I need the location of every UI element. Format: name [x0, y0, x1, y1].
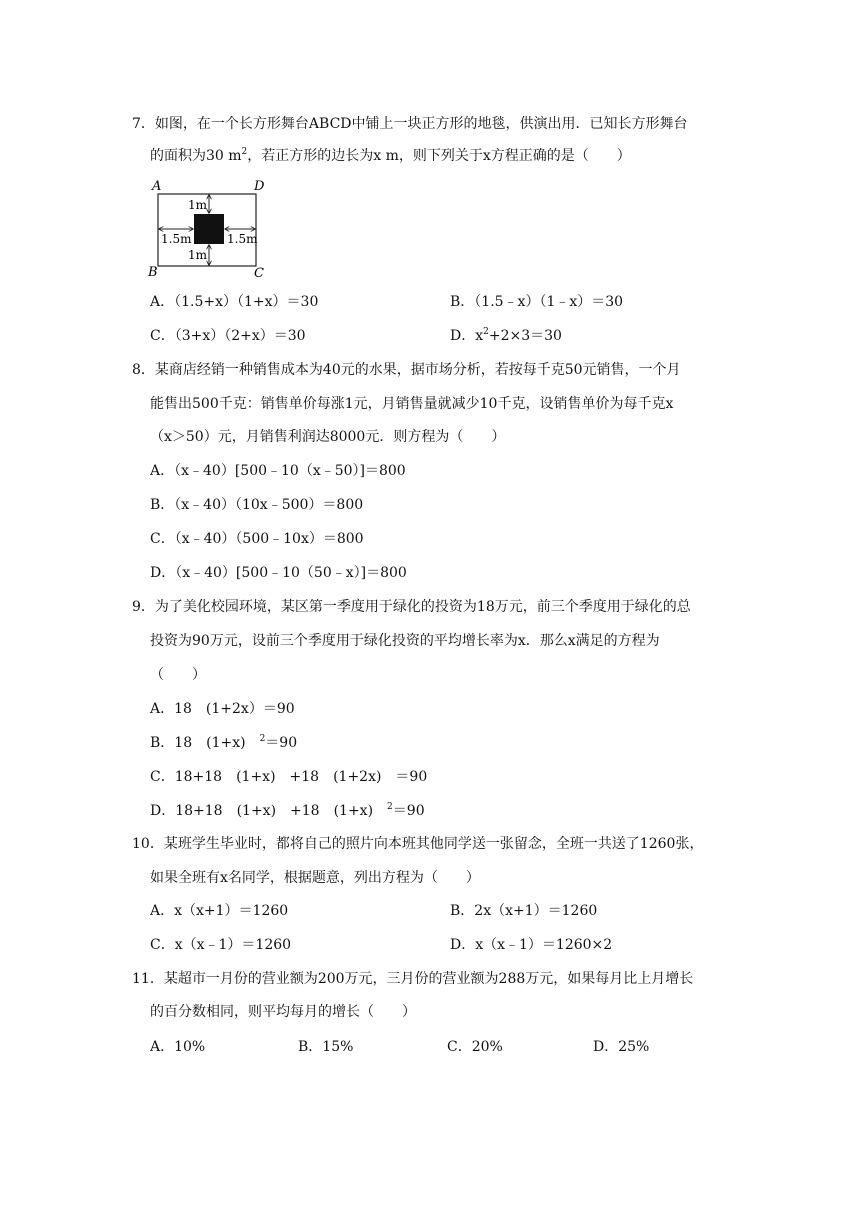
q8-option-d[interactable]: D．（x﹣40）[500﹣10（50﹣x）]＝800 [150, 565, 407, 581]
q7-option-b[interactable]: B．（1.5﹣x）（1﹣x）＝30 [450, 294, 624, 310]
q7-stem-line2 [150, 146, 631, 166]
corner-c-label: C [254, 266, 264, 278]
q7-stem-line2-text: 的面积为30 m [150, 148, 242, 164]
q7-option-d-text: D．x [450, 328, 484, 344]
q9-option-d-text: D．18+18 (1+x) +18 (1+x) [150, 803, 388, 819]
q9-stem-line3: （ ） [150, 667, 206, 683]
q9-option-b[interactable] [150, 733, 297, 753]
q10-option-c[interactable]: C．x（x﹣1）＝1260 [150, 937, 292, 953]
q10-option-b[interactable]: B．2x（x+1）＝1260 [450, 903, 598, 919]
q9-option-c[interactable]: C．18+18 (1+x) +18 (1+2x) ＝90 [150, 769, 428, 785]
q11-option-c[interactable]: C．20% [447, 1039, 503, 1055]
q11-stem-line1: 11．某超市一月份的营业额为200万元，三月份的营业额为288万元，如果每月比上月增长 [132, 971, 694, 987]
corner-d-label: D [254, 179, 264, 194]
top-dimension-label: 1m [188, 198, 208, 212]
q9-stem-line2: 投资为90万元，设前三个季度用于绿化投资的平均增长率为x．那么x满足的方程为 [150, 633, 660, 649]
q8-option-b[interactable]: B．（x﹣40）（10x﹣500）＝800 [150, 497, 364, 513]
q11-option-b[interactable]: B．15% [298, 1039, 354, 1055]
q9-option-d[interactable] [150, 801, 425, 821]
q9-stem-line1: 9．为了美化校园环境，某区第一季度用于绿化的投资为18万元，前三个季度用于绿化的总 [132, 599, 691, 615]
q7-stem-line1: 7．如图，在一个长方形舞台ABCD中铺上一块正方形的地毯，供演出用．已知长方形舞台 [132, 116, 688, 132]
q9-option-b-tail: ＝90 [265, 735, 298, 751]
corner-a-label: A [152, 179, 162, 194]
q7-stem-line2-tail: ，若正方形的边长为x m，则下列关于x方程正确的是（ ） [247, 148, 631, 164]
q9-option-b-text: B．18 (1+x) [150, 735, 260, 751]
q7-superscript: 2 [241, 147, 248, 157]
q7-option-d[interactable] [450, 326, 562, 346]
q10-option-d[interactable]: D．x（x﹣1）＝1260×2 [450, 937, 613, 953]
right-dimension-label: 1.5m [227, 232, 258, 246]
q8-option-a[interactable]: A．（x﹣40）[500﹣10（x﹣50）]＝800 [150, 463, 406, 479]
corner-b-label: B [148, 265, 158, 278]
q10-option-a[interactable]: A．x（x+1）＝1260 [150, 903, 289, 919]
bottom-dimension-label: 1m [188, 248, 208, 262]
q8-stem-line2: 能售出500千克：销售单价每涨1元，月销售量就减少10千克，设销售单价为每千克x [150, 396, 674, 412]
q10-stem-line2: 如果全班有x名同学，根据题意，列出方程为（ ） [150, 870, 480, 886]
q7-option-d-tail: +2×3＝30 [488, 328, 562, 344]
q9-option-a[interactable]: A．18 (1+2x）＝90 [150, 701, 295, 717]
left-dimension-label: 1.5m [161, 232, 192, 246]
q7-option-d-superscript: 2 [483, 327, 489, 337]
q9-option-d-superscript: 2 [387, 802, 393, 812]
q7-option-c[interactable]: C．（3+x）（2+x）＝30 [150, 328, 306, 344]
q8-option-c[interactable]: C．（x﹣40）（500﹣10x）＝800 [150, 531, 364, 547]
q7-stage-figure [146, 178, 264, 278]
q11-stem-line2: 的百分数相同，则平均每月的增长（ ） [150, 1004, 416, 1020]
q10-stem-line1: 10．某班学生毕业时，都将自己的照片向本班其他同学送一张留念，全班一共送了1260张， [132, 836, 704, 852]
q9-option-b-superscript: 2 [259, 734, 266, 744]
q7-option-a[interactable]: A．（1.5+x）（1+x）＝30 [150, 294, 319, 310]
q8-stem-line1: 8．某商店经销一种销售成本为40元的水果，据市场分析，若按每千克50元销售，一个月 [132, 362, 681, 378]
q8-stem-line3: （x＞50）元，月销售利润达8000元．则方程为（ ） [150, 429, 506, 445]
q11-option-d[interactable]: D．25% [593, 1039, 650, 1055]
carpet-square [194, 214, 224, 244]
q11-option-a[interactable]: A．10% [150, 1039, 206, 1055]
q9-option-d-tail: ＝90 [392, 803, 425, 819]
